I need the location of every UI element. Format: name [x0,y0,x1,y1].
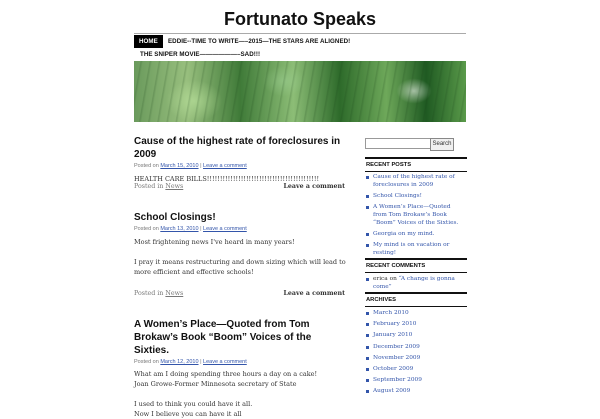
posted-on-label: Posted on [134,163,159,169]
list-item [365,275,466,291]
recent-post-link[interactable]: Cause of the highest rate of foreclosures in 2009 [373,174,455,188]
recent-post-link[interactable]: School Closings! [373,193,422,199]
posted-in [134,183,183,190]
list-item [365,309,466,317]
archive-link[interactable]: November 2009 [373,354,421,361]
post-date-link[interactable]: March 12, 2010 [160,359,199,365]
archive-link[interactable]: September 2009 [373,377,422,384]
comment-post-link[interactable]: “A change is gonna come” [373,276,455,290]
recent-posts-list [365,173,466,260]
post-meta [134,226,348,232]
recent-post-link[interactable]: A Women’s Place—Quoted from Tom Brokaw’s Book “Boom” Voices of the Sixties. [373,204,459,226]
meta-separator: | [200,163,202,169]
list-item [365,387,466,395]
list-item [365,241,466,257]
archives-list [365,309,466,399]
archive-link[interactable]: February 2010 [373,321,417,328]
post-date-link[interactable]: March 13, 2010 [160,226,199,232]
post-footer [134,183,348,193]
post-paragraph: Most frightening news I've heard in many years! [134,238,295,246]
post-paragraph: HEALTH CARE BILLS!!!!!!!!!!!!!!!!!!!!!!!!!!!!!!!!!!!!!!!!!!! [134,175,320,183]
posted-on-label: Posted on [134,359,159,365]
archive-link[interactable]: March 2010 [373,310,409,316]
recent-post-link[interactable]: My mind is on vacation or resting! [373,242,450,256]
list-item [365,376,466,384]
posted-in-label: Posted in [134,290,164,297]
comment-on-label: on [389,276,397,282]
post-footer [134,290,348,300]
post [134,135,348,184]
list-item [365,354,466,362]
leave-comment-button[interactable]: Leave a comment [283,183,345,190]
archives-title: ARCHIVES [365,292,467,307]
archive-link[interactable]: October 2009 [373,365,414,372]
meta-separator: | [200,359,202,365]
main-nav [134,33,466,62]
archive-link[interactable]: January 2010 [373,332,413,339]
comment-author: erica [373,276,388,282]
leave-comment-link[interactable]: Leave a comment [203,163,247,169]
recent-comments-title: RECENT COMMENTS [365,258,467,273]
post [134,211,348,277]
list-item [365,320,466,328]
post-title[interactable]: A Women’s Place—Quoted from Tom Brokaw’s Book “Boom” Voices of the Sixties. [134,319,312,356]
list-item [365,230,466,238]
post-paragraph: I pray it means restructuring and down sizing which will lead to more efficient and effective schools! [134,258,346,276]
post-paragraph: Now I believe you can have it all [134,410,242,418]
post-title[interactable]: School Closings! [134,212,216,223]
recent-posts-title: RECENT POSTS [365,157,467,172]
leave-comment-button[interactable]: Leave a comment [283,290,345,297]
post-body [134,237,348,277]
post-body [134,369,348,419]
posted-in [134,290,183,297]
search-button[interactable]: Search [430,138,454,151]
post-meta [134,163,348,169]
post [134,318,348,419]
list-item [365,331,466,339]
posted-in-label: Posted in [134,183,164,190]
category-link[interactable]: News [165,290,184,297]
post-date-link[interactable]: March 15, 2010 [160,163,199,169]
list-item [365,192,466,200]
recent-post-link[interactable]: Georgia on my mind. [373,231,435,237]
posted-on-label: Posted on [134,226,159,232]
archive-link[interactable]: August 2009 [373,388,411,395]
post-paragraph: What am I doing spending three hours a day on a cake! [134,370,318,378]
category-link[interactable]: News [165,183,184,190]
archive-link[interactable]: December 2009 [373,343,420,350]
nav-home[interactable]: HOME [134,35,163,48]
list-item [365,343,466,351]
list-item [365,365,466,373]
post-paragraph: Joan Growe-Former Minnesota secretary of State [134,380,297,388]
post-title[interactable]: Cause of the highest rate of foreclosures in 2009 [134,136,341,160]
header-image [134,61,466,122]
site-title[interactable]: Fortunato Speaks [223,9,377,29]
search-input[interactable] [365,138,433,149]
nav-item-eddie[interactable]: EDDIE--TIME TO WRITE—–2015—THE STARS ARE ALIGNED! [168,38,351,45]
list-item [365,173,466,189]
post-meta [134,359,348,365]
leave-comment-link[interactable]: Leave a comment [203,226,247,232]
meta-separator: | [200,226,202,232]
post-paragraph: I used to think you could have it all. [134,400,253,408]
nav-item-sniper-movie[interactable]: THE SNIPER MOVIE——————–SAD!!! [140,51,261,58]
list-item [365,203,466,227]
leave-comment-link[interactable]: Leave a comment [203,359,247,365]
